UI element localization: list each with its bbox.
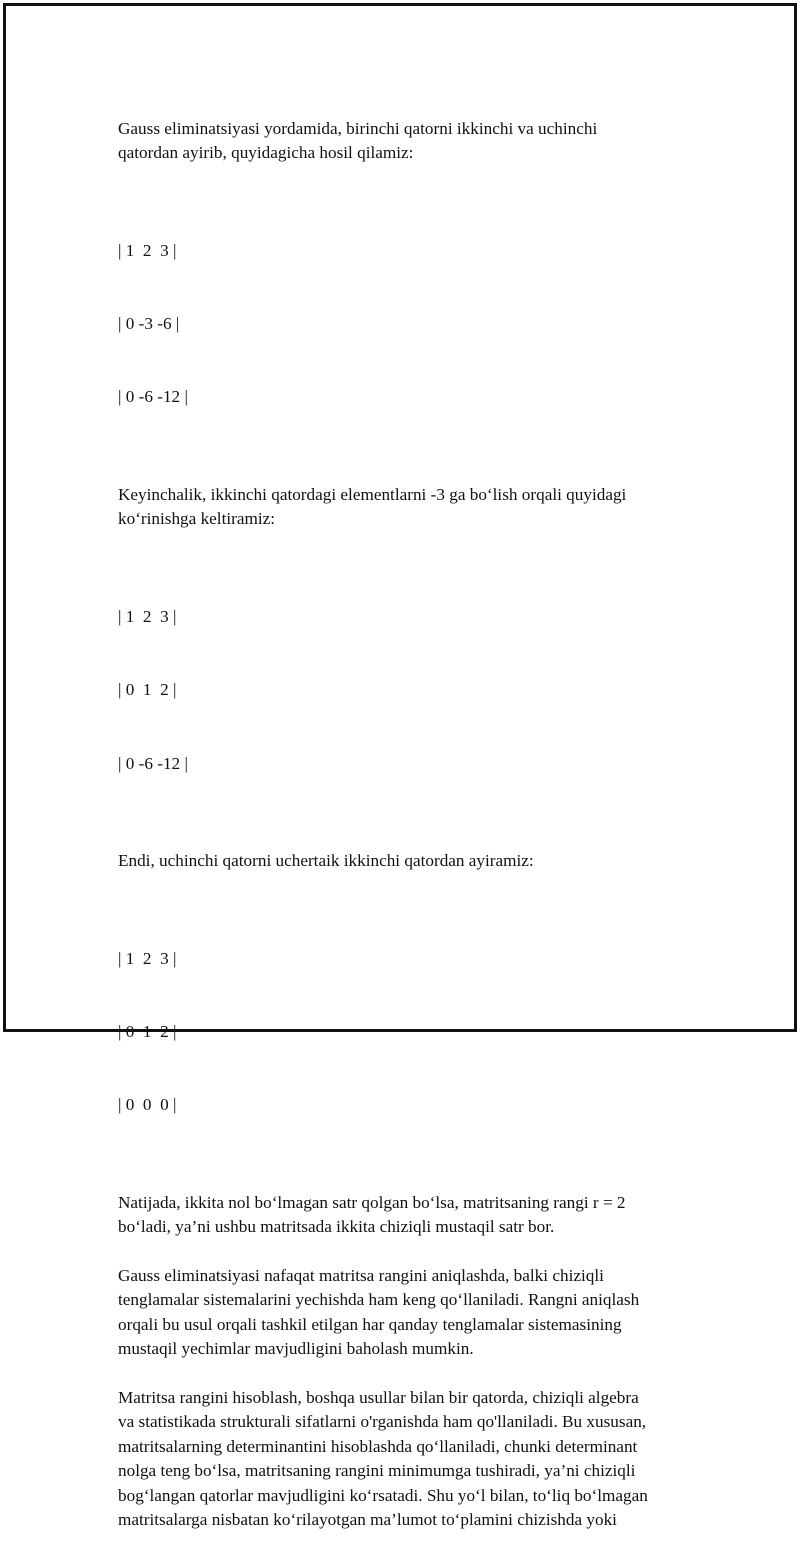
paragraph-3: Endi, uchinchi qatorni uchertaik ikkinchi qatordan ayiramiz: — [118, 851, 534, 871]
matrix-row: | 0 -3 -6 | — [118, 314, 180, 334]
matrix-3 — [118, 898, 698, 1166]
paragraph-4: Natijada, ikkita nol bo‘lmagan satr qolgan bo‘lsa, matritsaning rangi r = 2 bo‘ladi, ya’ni ushbu matritsada ikkita chiziqli mustaqil satr bor. — [118, 1192, 626, 1237]
paragraph-5: Gauss eliminatsiyasi nafaqat matritsa rangini aniqlashda, balki chiziqli tenglamalar sistemalarini yechishda ham keng qo‘llaniladi. Rangni aniqlash orqali bu usul orqali tashkil etilgan har qanday tenglamalar sistemasining mustaqil yechimlar mavjudligini baholash mumkin. — [118, 1265, 640, 1359]
paragraph-1: Gauss eliminatsiyasi yordamida, birinchi qatorni ikkinchi va uchinchi qatordan ayirib, quyidagicha hosil qilamiz: — [118, 119, 598, 163]
matrix-row: | 1 2 3 | — [118, 607, 177, 627]
matrix-row: | 1 2 3 | — [118, 241, 177, 261]
matrix-row: | 0 1 2 | — [118, 1021, 177, 1041]
matrix-1 — [118, 190, 698, 458]
matrix-row: | 0 -6 -12 | — [118, 387, 188, 407]
matrix-row: | 1 2 3 | — [118, 948, 177, 968]
matrix-2 — [118, 556, 698, 824]
matrix-row: | 0 0 0 | — [118, 1095, 177, 1115]
paragraph-6: Matritsa rangini hisoblash, boshqa usullar bilan bir qatorda, chiziqli algebra va statistikada strukturali sifatlarni o'rganishda ham qo'llaniladi. Bu xususan, matritsalarning determinantini hisoblashda qo‘llaniladi, chunki determinant nolga teng bo‘lsa, matritsaning rangini minimumga tushiradi, ya’ni chiziqli bog‘langan qatorlar mavjudligini ko‘rsatadi. Shu yo‘l bilan, to‘liq bo‘lmagan matritsalarga nisbatan ko‘rilayotgan ma’lumot to‘plamini chizishda yoki — [118, 1388, 648, 1530]
matrix-row: | 0 -6 -12 | — [118, 753, 188, 773]
paragraph-2: Keyinchalik, ikkinchi qatordagi elementlarni -3 ga bo‘lish orqali quyidagi ko‘rinishga keltiramiz: — [118, 485, 627, 529]
document-body — [118, 117, 698, 1557]
matrix-row: | 0 1 2 | — [118, 680, 177, 700]
